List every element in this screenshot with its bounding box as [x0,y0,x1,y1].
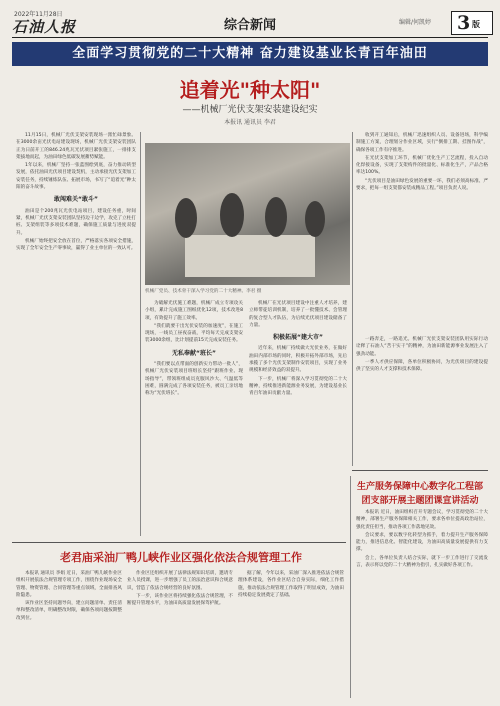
article-column-8 [127,570,233,698]
body-paragraph: 作业区还组织开展了法律法规知识培训，邀请专业人员授课，进一步增强了员工的法治意识和合规意识，营造了依法合规经营的良好氛围。 [127,571,233,591]
person-figure [220,193,244,237]
article-column-5 [356,336,488,464]
lead-subheadline: ——机械厂光伏支架安装建设纪实 [182,105,318,115]
body-paragraph: 本报讯 近日，油田组织召开专题会议，学习贯彻党的二十大精神，部署生产服务保障相关工作，要求各单位提高政治站位，强化责任担当，推动各项工作落地见效。 [356,510,488,530]
body-paragraph: 油田是个200兆瓦光伏电站项目，建设任务重，时间紧，机械厂光伏支架安装团队坚持边干边学，攻克了立柱打桩、支架组装等多项技术难题，确保施工质量与进度双提升。 [16,208,136,236]
photo-caption: 机械厂党员、技术骨干深入学习党的二十大精神。李君 摄 [145,289,262,294]
body-paragraph: 为破解光伏施工难题，机械厂成立专项攻关小组，累计完成施工图纸优化12项，技术改进8项，有效提升了施工效率。 [145,301,243,321]
body-paragraph: 一路奔走，一路追光。机械厂光伏支架安装团队用实际行动诠释了石油人“苦干实干”的精神，为油田新能源事业发展注入了强劲动能。 [356,337,488,357]
page-number-box [451,11,493,35]
meeting-table [185,235,315,277]
body-paragraph: 1年以来，机械厂坚持一张蓝图绘到底，奋力推动转型发展，依托油田光伏项目建设契机，主动承接光伏支架加工安装任务，持续锤炼队伍、拓展市场，书写了“追着光”种太阳的奋斗故事。 [16,163,136,191]
body-paragraph: 会议要求，要以数字化转型为抓手，着力提升生产服务保障能力，推进信息化、智能化建设，为油田高质量发展提供有力支撑。 [356,532,488,553]
theme-banner: 全面学习贯彻党的二十大精神 奋力建设基业长青百年油田 [12,42,488,66]
bottom-left-headline: 老君庙采油厂鸭儿峡作业区强化依法合规管理工作 [60,551,302,564]
section-title: 综合新闻 [223,18,276,33]
body-paragraph: 收到开工通知后，机械厂迅速组织人员、设备进场，科学编制施工方案，合理划分作业区域，实行“倒排工期、挂图作战”，确保各项工作有序推进。 [356,133,488,153]
section-divider [12,542,346,543]
column-divider [352,132,353,466]
page-number: 3 [457,12,471,34]
newspaper-masthead: 石油人报 [12,18,77,36]
person-figure [305,201,325,237]
right-headline-line1: 生产服务保障中心数字化工程部 [356,482,483,492]
body-paragraph: 据了解，今年以来，采油厂深入推进依法合规管理体系建设，各作业区结合自身实际，细化工作措施，推动依法合规管理工作取得了明显成效，为油田持续稳定发展奠定了基础。 [238,571,344,598]
body-paragraph: 近年来，机械厂持续做大光伏业务，在做好油田内部市场的同时，积极开拓外部市场，先后承揽了多个光伏支架制作安装项目，实现了业务规模和经济效益的双提升。 [249,346,347,374]
page-label: 版 [472,20,480,29]
person-figure [175,198,197,238]
person-figure [265,197,287,237]
body-paragraph: 11月15日，机械厂光伏支架安装现场一派忙碌景象。在3000余亩光伏电站建设现场，机械厂光伏支架安装团队正为日前开工的846.24兆瓦光伏项目紧张施工，一排排支架拔地而起，为油田绿色低碳发展蓄势赋能。 [16,133,136,160]
body-paragraph: 机械厂始终把安全放在首位，严格落实各项安全措施，实现了全年安全生产零事故，赢得了业主单位的一致认可。 [16,238,136,252]
body-paragraph: “光伏项目是油田绿色发展的重要一环，我们必须高标准、严要求，把每一组支架都安装成精品工程。”项目负责人说。 [356,178,488,192]
article-column-2 [145,300,243,536]
subsection-heading: 积极拓展“建大市” [273,334,323,342]
body-paragraph: 下一步，该作业区将持续强化依法合规管理，不断提升管理水平，为油田高质量发展保驾护航。 [127,593,233,607]
article-column-6 [356,509,488,699]
news-photo [145,143,350,285]
header-divider [12,37,488,38]
editor-credits: 编辑/何凯婷 [399,19,432,26]
lead-headline: 追着光"种太阳" [179,78,321,102]
article-column-1 [16,132,136,536]
section-divider [352,470,488,471]
article-column-7 [16,570,122,698]
body-paragraph: “我们就要干出光伏安装的加速度”，在施工现场，一线员工昼夜奋战，平均每天完成支架安装3000余组，比计划提前15天完成安装任务。 [145,323,243,344]
body-paragraph: 机械厂在光伏项目建设中注重人才培养，建立师带徒培训机制，培养了一批懂技术、会管理的复合型人才队伍，为后续光伏项目建设储备了力量。 [249,301,347,328]
article-column-4 [356,132,488,332]
lead-byline: 本报讯 通讯员 李君 [224,119,276,126]
body-paragraph: “我们要以点带面的创新实力带动一批人”，机械厂光伏安装项目班组长坚持“跟班作业、现场指导”，带领班组成员克服风沙大、气温低等困难，圆满完成了各项安装任务，被员工亲切地称为“光伏班长”。 [145,362,243,397]
issue-date: 2022年11月28日 [14,11,63,18]
article-column-9 [238,570,344,698]
page-header [0,0,500,38]
body-paragraph: 在光伏支架加工环节，机械厂优化生产工艺流程，投入自动化焊接设备，实现了支架构件的批量化、标准化生产，产品合格率达100%。 [356,155,488,176]
body-paragraph: 会上，各单位负责人结合实际，就下一步工作进行了交流发言，表示将以党的二十大精神为指引，扎实做好各项工作。 [356,555,488,569]
subsection-heading: 无私奉献“班长” [172,349,216,357]
body-paragraph: 下一步，机械厂将深入学习贯彻党的二十大精神，持续推进新能源业务发展，为建设基业长青百年油田贡献力量。 [249,376,347,397]
body-paragraph: 该作业区坚持问题导向，建立问题清单、责任清单和整改清单，明确整改时限，确保各项问题按期整改到位。 [16,601,122,621]
column-divider [140,132,141,536]
body-paragraph: 一季人才供应保障，各单位积极协同，为光伏项目的建设提供了坚实的人才支撑和技术保障。 [356,359,488,373]
subsection-heading: 敢闯难关“敢斗” [54,196,98,204]
body-paragraph: 本报讯 通讯员 李娟 近日，采油厂鸭儿峡作业区组织开展依法合规管理专项工作，围绕作业现场安全管理、物资管理、合同管理等重点领域，全面排查风险隐患。 [16,571,122,598]
article-column-3 [249,300,347,536]
right-headline-line2: 团支部开展主题团课宣讲活动 [361,496,479,506]
column-divider [350,476,351,698]
